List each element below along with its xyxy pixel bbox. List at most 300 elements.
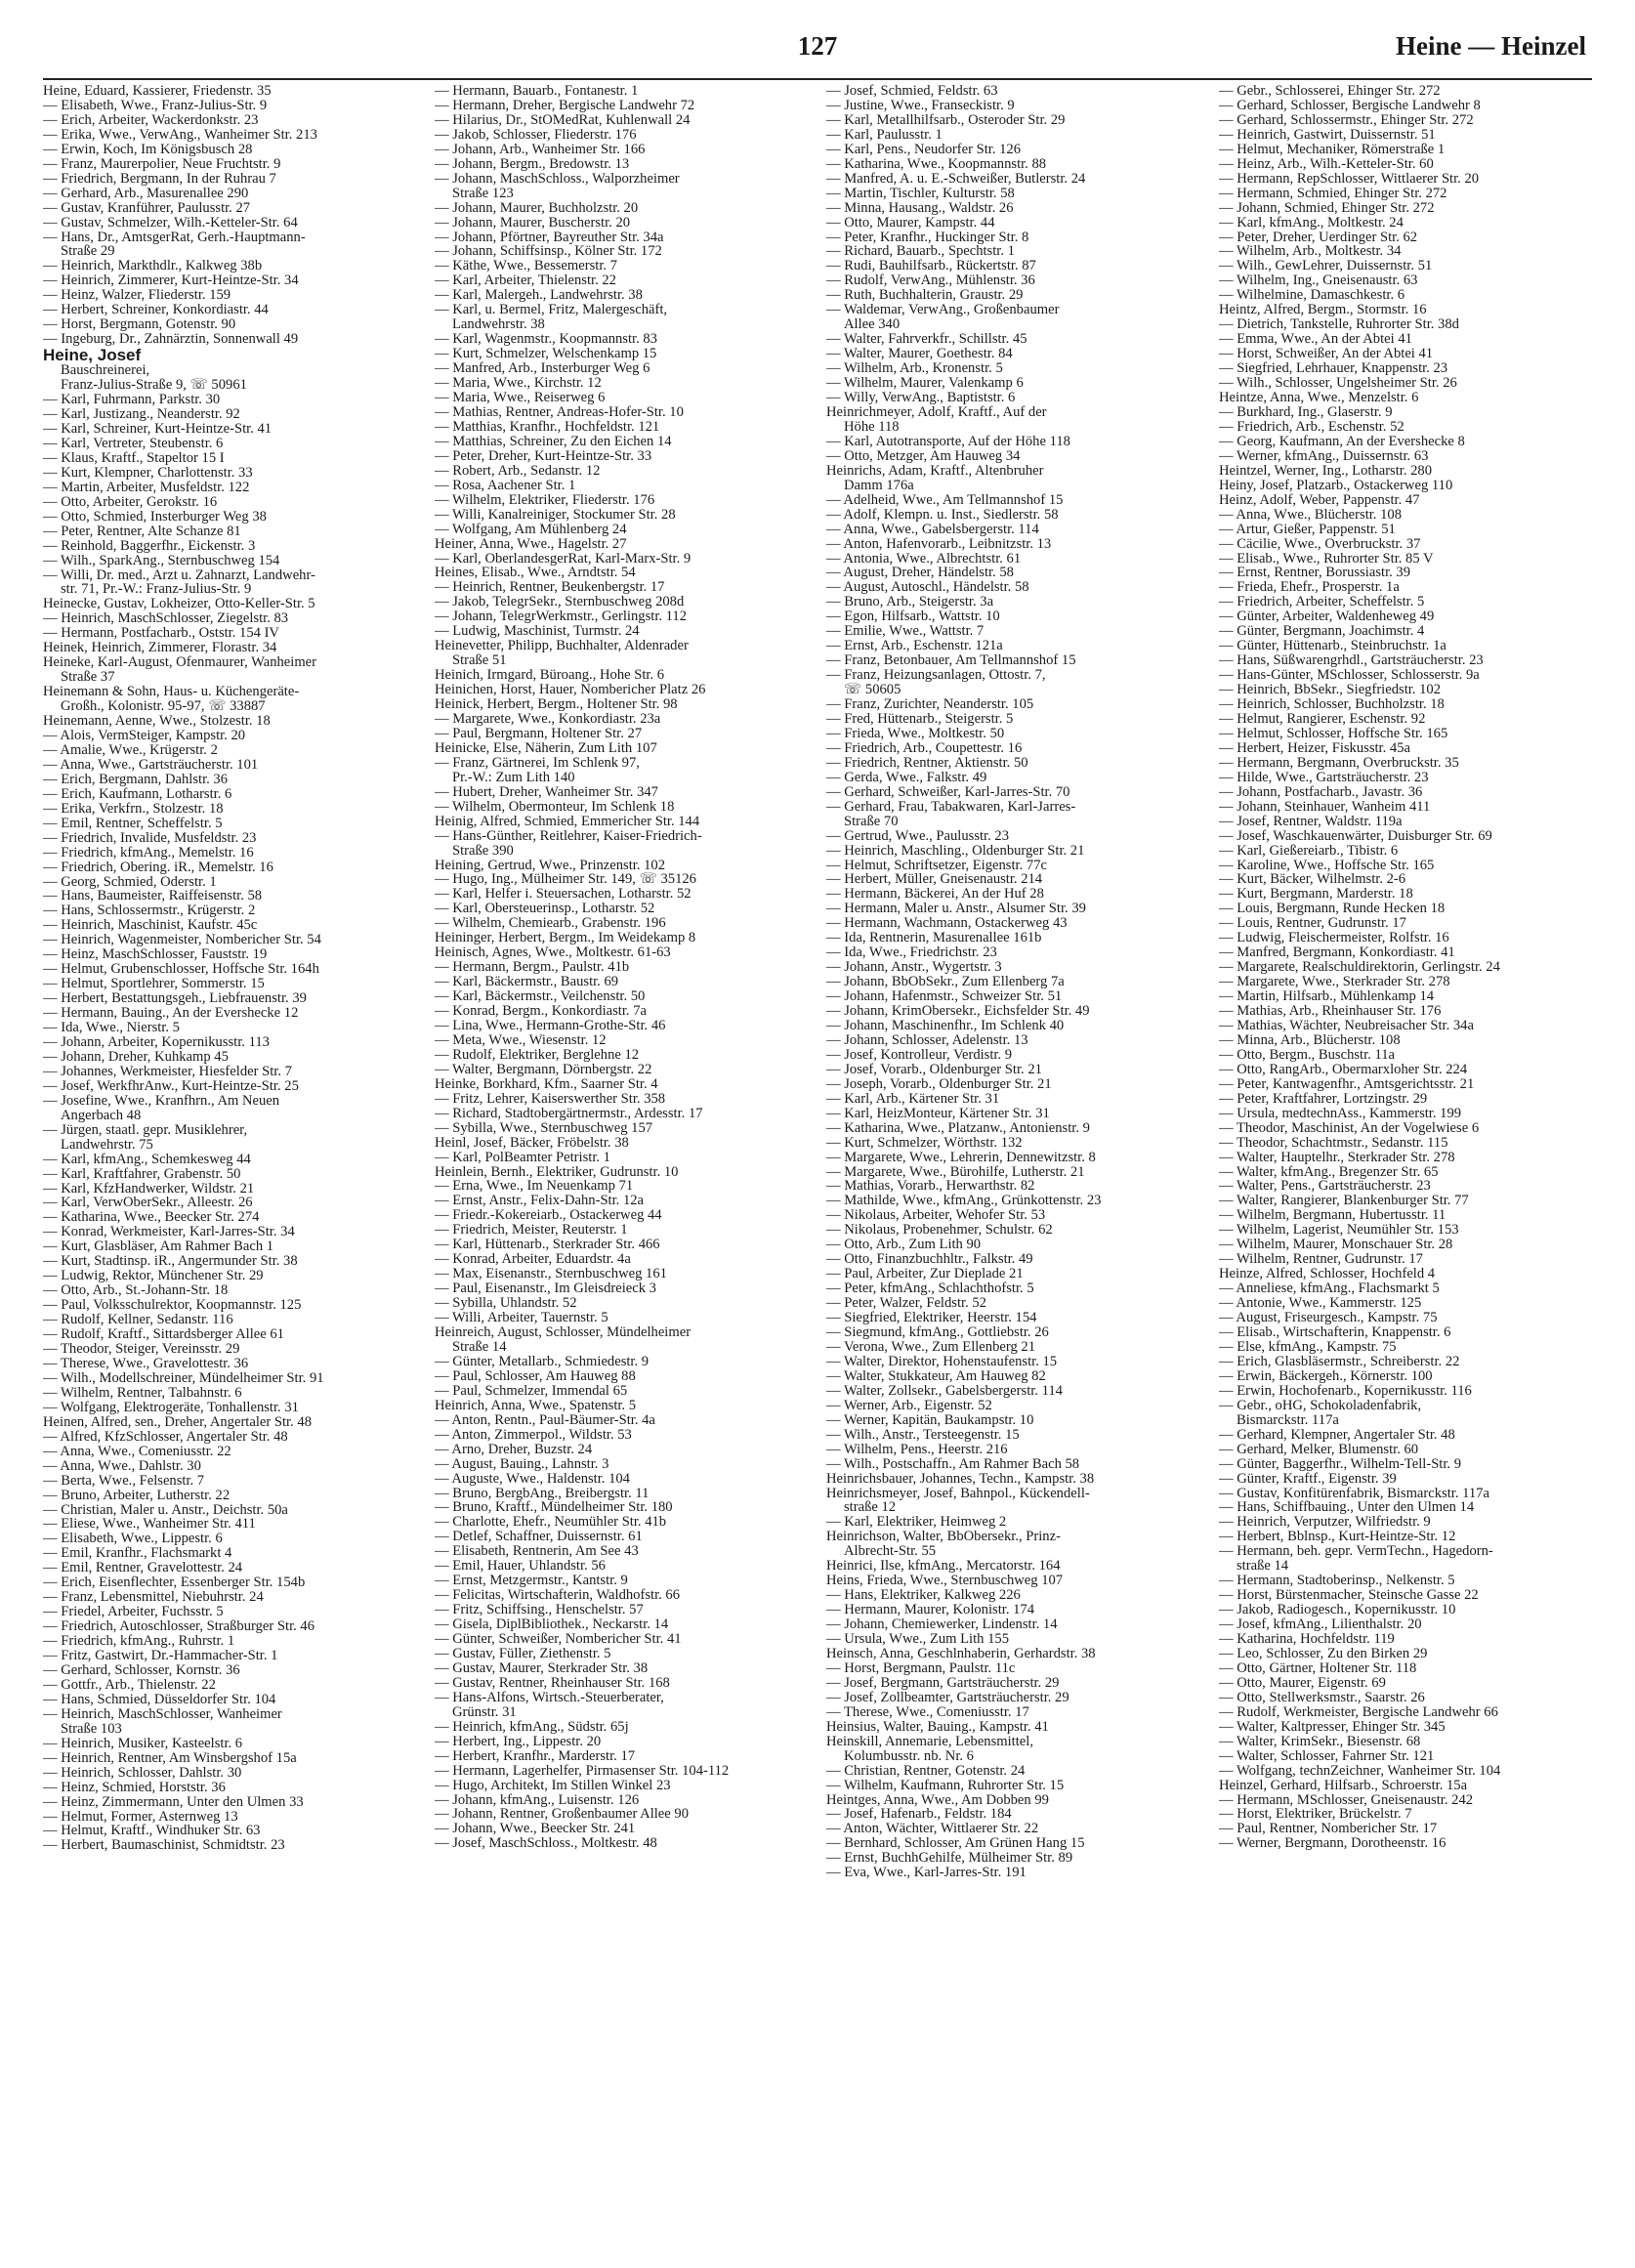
- directory-entry-line: — Minna, Arb., Blücherstr. 108: [1219, 1032, 1401, 1048]
- directory-entry-line: Heinreich, August, Schlosser, Mündelheimer: [435, 1325, 692, 1340]
- directory-entry-line: Heinick, Herbert, Bergm., Holtener Str. 98: [435, 697, 678, 712]
- directory-entry-line: — Johann, Anstr., Wygertstr. 3: [826, 960, 1002, 976]
- directory-entry-line: — Cäcilie, Wwe., Overbruckstr. 37: [1219, 536, 1421, 552]
- directory-entry-line: — Walter, Direktor, Hohenstaufenstr. 15: [826, 1354, 1058, 1369]
- directory-entry-line: — Karl, Metallhilfsarb., Osteroder Str. 29: [826, 112, 1066, 128]
- directory-entry-line: — Walter, Zollsekr., Gabelsbergerstr. 114: [826, 1383, 1063, 1399]
- directory-entry-line: — Horst, Elektriker, Brückelstr. 7: [1219, 1807, 1412, 1823]
- directory-entry-line: — Johann, Schiffsinsp., Kölner Str. 172: [435, 244, 662, 260]
- directory-entry-line: — Wilhelm, Pens., Heerstr. 216: [826, 1442, 1008, 1457]
- directory-entry-line: — Friedrich, Obering. iR., Memelstr. 16: [43, 860, 273, 875]
- directory-entry-line: — Hermann, Bergmann, Overbruckstr. 35: [1219, 755, 1459, 771]
- directory-entry-line: — Karl, Kraftfahrer, Grabenstr. 50: [43, 1166, 241, 1182]
- directory-entry-line: — Sybilla, Wwe., Sternbuschweg 157: [435, 1120, 653, 1136]
- directory-entry-line: — Ingeburg, Dr., Zahnärztin, Sonnenwall 49: [43, 332, 299, 348]
- directory-entry-line: — Artur, Gießer, Pappenstr. 51: [1219, 522, 1396, 537]
- directory-entry-line: Damm 176a: [844, 478, 914, 493]
- directory-entry-line: — Wilhelm, Rentner, Talbahnstr. 6: [43, 1385, 242, 1401]
- directory-entry-line: Heinrichson, Walter, BbObersekr., Prinz-: [826, 1530, 1061, 1545]
- directory-entry-line: — Burkhard, Ing., Glaserstr. 9: [1219, 404, 1393, 420]
- directory-entry-line: — Heinrich, Rentner, Beukenbergstr. 17: [435, 580, 665, 596]
- directory-entry-line: — Richard, Bauarb., Spechtstr. 1: [826, 244, 1015, 260]
- directory-entry-line: — Matthias, Schreiner, Zu den Eichen 14: [435, 434, 672, 449]
- directory-entry-line: — Hermann, Dreher, Bergische Landwehr 72: [435, 98, 695, 113]
- directory-entry-line: — Rudolf, Elektriker, Berglehne 12: [435, 1047, 640, 1063]
- directory-entry-line: — Rudolf, Kraftf., Sittardsberger Allee 61: [43, 1327, 284, 1343]
- directory-entry-line: — Johann, Steinhauer, Wanheim 411: [1219, 799, 1431, 815]
- column-4: [1219, 84, 1592, 2243]
- directory-entry-line: — Franz, Heizungsanlagen, Ottostr. 7,: [826, 668, 1046, 684]
- directory-entry-line: — Heinrich, Maschling., Oldenburger Str. 21: [826, 843, 1085, 859]
- directory-entry-line: — Ludwig, Fleischermeister, Rolfstr. 16: [1219, 931, 1449, 946]
- directory-entry-line: — Erich, Arbeiter, Wackerdonkstr. 23: [43, 112, 259, 128]
- directory-entry-line: — Peter, Kraftfahrer, Lortzingstr. 29: [1219, 1091, 1428, 1107]
- directory-entry-line: — Wilhelm, Chemiearb., Grabenstr. 196: [435, 916, 666, 932]
- directory-entry-line: Heinrichsmeyer, Josef, Bahnpol., Kückendell-: [826, 1486, 1090, 1501]
- directory-entry-line: — Sybilla, Uhlandstr. 52: [435, 1296, 577, 1312]
- directory-entry-line: — Wilhelm, Obermonteur, Im Schlenk 18: [435, 799, 675, 815]
- directory-entry-line: Heinen, Alfred, sen., Dreher, Angertaler Str. 48: [43, 1414, 312, 1430]
- directory-entry-line: — Siegfried, Elektriker, Heerstr. 154: [826, 1311, 1037, 1326]
- directory-entry-line: — Gerhard, Schlossermstr., Ehinger Str. 272: [1219, 112, 1474, 128]
- directory-entry-line: Straße 70: [844, 814, 899, 829]
- directory-entry-line: — Katharina, Wwe., Beecker Str. 274: [43, 1210, 260, 1226]
- directory-entry-line: — Adelheid, Wwe., Am Tellmannshof 15: [826, 492, 1064, 508]
- directory-entry-line: — Walter, Maurer, Goethestr. 84: [826, 347, 1013, 362]
- directory-entry-line: — Nikolaus, Arbeiter, Wehofer Str. 53: [826, 1208, 1046, 1224]
- directory-entry-line: — Herbert, Ing., Lippestr. 20: [435, 1734, 602, 1749]
- directory-entry-line: Bauschreinerei,: [61, 363, 150, 379]
- directory-entry-line: — Gerhard, Melker, Blumenstr. 60: [1219, 1442, 1419, 1457]
- directory-entry-line: — Josef, Kontrolleur, Verdistr. 9: [826, 1047, 1013, 1063]
- directory-entry-line: Heine, Josef: [43, 347, 142, 364]
- directory-entry-line: — Josef, Rentner, Waldstr. 119a: [1219, 814, 1403, 829]
- directory-entry-line: — Otto, Arb., Zum Lith 90: [826, 1238, 982, 1253]
- directory-entry-line: — Friedrich, Arb., Coupettestr. 16: [826, 740, 1023, 756]
- directory-entry-line: Heinemann, Aenne, Wwe., Stolzestr. 18: [43, 714, 271, 729]
- directory-entry-line: Heinskill, Annemarie, Lebensmittel,: [826, 1734, 1033, 1749]
- directory-entry-line: — Josef, kfmAng., Lilienthalstr. 20: [1219, 1617, 1422, 1633]
- directory-entry-line: — Johann, Arbeiter, Kopernikusstr. 113: [43, 1035, 270, 1050]
- directory-entry-line: — Käthe, Wwe., Bessemerstr. 7: [435, 259, 617, 274]
- directory-entry-line: — Franz, Betonbauer, Am Tellmannshof 15: [826, 653, 1076, 669]
- directory-entry-line: Heining, Gertrud, Wwe., Prinzenstr. 102: [435, 858, 666, 873]
- directory-entry-line: Angerbach 48: [61, 1108, 142, 1123]
- directory-entry-line: Heinrici, Ilse, kfmAng., Mercatorstr. 164: [826, 1559, 1061, 1575]
- directory-entry-line: — Heinrich, BbSekr., Siegfriedstr. 102: [1219, 683, 1441, 698]
- directory-entry-line: — Ursula, Wwe., Zum Lith 155: [826, 1632, 1009, 1647]
- directory-entry-line: — Peter, Walzer, Feldstr. 52: [826, 1296, 986, 1312]
- directory-entry-line: — Josef, Bergmann, Gartsträucherstr. 29: [826, 1675, 1060, 1691]
- directory-entry-line: — Bruno, BergbAng., Breibergstr. 11: [435, 1486, 650, 1501]
- directory-entry-line: — Anna, Wwe., Blücherstr. 108: [1219, 507, 1402, 523]
- directory-entry-line: Heinke, Borkhard, Kfm., Saarner Str. 4: [435, 1076, 658, 1092]
- directory-entry-line: — Jakob, Schlosser, Fliederstr. 176: [435, 127, 637, 143]
- directory-entry-line: — Margarete, Wwe., Sterkrader Str. 278: [1219, 975, 1450, 990]
- directory-entry-line: — Josef, Hafenarb., Feldstr. 184: [826, 1807, 1012, 1823]
- directory-entry-line: — Johann, Maschinenfhr., Im Schlenk 40: [826, 1019, 1065, 1033]
- directory-entry-line: — Meta, Wwe., Wiesenstr. 12: [435, 1032, 607, 1048]
- directory-entry-line: Heinicke, Else, Näherin, Zum Lith 107: [435, 740, 657, 756]
- directory-entry-line: — Anna, Wwe., Comeniusstr. 22: [43, 1444, 231, 1459]
- directory-entry-line: — Friedrich, Arb., Eschenstr. 52: [1219, 419, 1404, 435]
- directory-entry-line: — Wilhelm, Arb., Moltkestr. 34: [1219, 244, 1402, 260]
- directory-entry-line: Straße 123: [452, 186, 514, 201]
- directory-entry-line: Heine, Eduard, Kassierer, Friedenstr. 35: [43, 84, 272, 99]
- directory-entry-line: Straße 14: [452, 1339, 507, 1355]
- directory-entry-line: — Heinz, Arb., Wilh.-Ketteler-Str. 60: [1219, 156, 1434, 172]
- directory-entry-line: — Emil, Rentner, Scheffelstr. 5: [43, 816, 223, 831]
- directory-entry-line: — Josef, MaschSchloss., Moltkestr. 48: [435, 1836, 657, 1852]
- directory-entry-line: — Heinrich, MaschSchlosser, Wanheimer: [43, 1706, 282, 1722]
- directory-entry-line: Heinisch, Agnes, Wwe., Moltkestr. 61-63: [435, 945, 671, 961]
- directory-entry-line: — Karl, Elektriker, Heimweg 2: [826, 1515, 1007, 1531]
- directory-entry-line: — Gerda, Wwe., Falkstr. 49: [826, 770, 987, 785]
- directory-entry-line: Franz-Julius-Straße 9, ☏ 50961: [61, 378, 247, 394]
- directory-entry-line: — Wilhelm, Lagerist, Neumühler Str. 153: [1219, 1223, 1459, 1239]
- directory-entry-line: — Justine, Wwe., Franseckistr. 9: [826, 98, 1015, 113]
- directory-entry-line: — Karl, u. Bermel, Fritz, Malergeschäft,: [435, 303, 668, 318]
- directory-entry-line: — Paul, Eisenanstr., Im Gleisdreieck 3: [435, 1281, 656, 1297]
- directory-entry-line: str. 71, Pr.-W.: Franz-Julius-Str. 9: [61, 582, 252, 598]
- directory-entry-line: — Hermann, Postfacharb., Oststr. 154 IV: [43, 626, 279, 642]
- directory-entry-line: — Otto, Finanzbuchhltr., Falkstr. 49: [826, 1252, 1033, 1268]
- directory-entry-line: Heinig, Alfred, Schmied, Emmericher Str. 144: [435, 814, 700, 829]
- directory-entry-line: — Hans, Dr., AmtsgerRat, Gerh.-Hauptmann-: [43, 230, 306, 245]
- directory-entry-line: — Johann, Bergm., Bredowstr. 13: [435, 156, 630, 172]
- directory-entry-line: — Günter, Hüttenarb., Steinbruchstr. 1a: [1219, 639, 1446, 654]
- directory-entry-line: Straße 29: [61, 244, 115, 260]
- directory-entry-line: — Hans, Baumeister, Raiffeisenstr. 58: [43, 889, 263, 904]
- directory-entry-line: — Walter, Bergmann, Dörnbergstr. 22: [435, 1062, 652, 1077]
- directory-entry-line: — Elisab., Wwe., Ruhrorter Str. 85 V: [1219, 551, 1434, 567]
- directory-entry-line: — Karl, OberlandesgerRat, Karl-Marx-Str. 9: [435, 551, 692, 567]
- directory-entry-line: — Wilhelm, Elektriker, Fliederstr. 176: [435, 492, 655, 508]
- directory-entry-line: — Karl, PolBeamter Petristr. 1: [435, 1150, 610, 1165]
- directory-entry-line: — Paul, Rentner, Nombericher Str. 17: [1219, 1822, 1438, 1837]
- directory-entry-line: — Eva, Wwe., Karl-Jarres-Str. 191: [826, 1866, 1027, 1881]
- directory-entry-line: — Hans, Schmied, Düsseldorfer Str. 104: [43, 1692, 276, 1707]
- directory-entry-line: Heinevetter, Philipp, Buchhalter, Aldenrader: [435, 639, 689, 654]
- directory-entry-line: Straße 390: [452, 843, 514, 859]
- directory-entry-line: — Elisab., Wirtschafterin, Knappenstr. 6: [1219, 1325, 1451, 1340]
- directory-entry-line: — Emil, Kranfhr., Flachsmarkt 4: [43, 1546, 232, 1562]
- directory-entry-line: Heinsius, Walter, Bauing., Kampstr. 41: [826, 1719, 1049, 1735]
- directory-entry-line: Heines, Elisab., Wwe., Arndtstr. 54: [435, 566, 636, 581]
- directory-entry-line: Heins, Frieda, Wwe., Sternbuschweg 107: [826, 1574, 1064, 1589]
- directory-entry-line: — Wilhelmine, Damaschkestr. 6: [1219, 288, 1405, 304]
- directory-entry-line: — Wilhelm, Arb., Kronenstr. 5: [826, 361, 1003, 377]
- directory-entry-line: Heinichen, Horst, Hauer, Nombericher Platz 26: [435, 683, 706, 698]
- directory-entry-line: — Otto, Arb., St.-Johann-Str. 18: [43, 1283, 229, 1299]
- directory-entry-line: — Wilh., Schlosser, Ungelsheimer Str. 26: [1219, 376, 1457, 392]
- directory-entry-line: Albrecht-Str. 55: [844, 1544, 937, 1560]
- directory-entry-line: — Erika, Verkfrn., Stolzestr. 18: [43, 801, 224, 817]
- directory-entry-line: — Heinrich, Maschinist, Kaufstr. 45c: [43, 918, 258, 934]
- directory-entry-line: — Wilh., Modellschreiner, Mündelheimer Str. 91: [43, 1370, 324, 1386]
- directory-entry-line: — Karl, Vertreter, Steubenstr. 6: [43, 436, 224, 451]
- directory-entry-line: — Walter, Pens., Gartsträucherstr. 23: [1219, 1179, 1431, 1195]
- directory-entry-line: — Johann, Chemiewerker, Lindenstr. 14: [826, 1617, 1058, 1633]
- directory-entry-line: — Frieda, Ehefr., Prosperstr. 1a: [1219, 580, 1400, 596]
- directory-entry-line: — Wolfgang, technZeichner, Wanheimer Str. 104: [1219, 1763, 1501, 1779]
- directory-entry-line: — Verona, Wwe., Zum Ellenberg 21: [826, 1339, 1035, 1355]
- directory-entry-line: — Günter, Baggerfhr., Wilhelm-Tell-Str. 9: [1219, 1456, 1462, 1472]
- directory-entry-line: — Kurt, Schmelzer, Welschenkamp 15: [435, 347, 657, 362]
- directory-entry-line: Heinz, Adolf, Weber, Pappenstr. 47: [1219, 492, 1420, 508]
- directory-entry-line: — Hans, Schiffbauing., Unter den Ulmen 14: [1219, 1500, 1475, 1516]
- directory-entry-line: — Wilh., SparkAng., Sternbuschweg 154: [43, 553, 280, 568]
- directory-entry-line: — Otto, Arbeiter, Gerokstr. 16: [43, 494, 218, 510]
- directory-entry-line: — Walter, Kaltpresser, Ehinger Str. 345: [1219, 1719, 1446, 1735]
- directory-entry-line: — Nikolaus, Probenehmer, Schulstr. 62: [826, 1223, 1053, 1239]
- directory-entry-line: Straße 103: [61, 1721, 122, 1737]
- directory-entry-line: Bismarckstr. 117a: [1237, 1412, 1339, 1428]
- directory-entry-line: — Hermann, Bauarb., Fontanestr. 1: [435, 84, 639, 99]
- directory-entry-line: — Maria, Wwe., Reiserweg 6: [435, 391, 606, 405]
- directory-entry-line: — Hugo, Architekt, Im Stillen Winkel 23: [435, 1778, 671, 1793]
- directory-entry-line: — Karl, Pens., Neudorfer Str. 126: [826, 142, 1022, 157]
- directory-entry-line: Heiner, Anna, Wwe., Hagelstr. 27: [435, 536, 627, 552]
- directory-entry-line: — Helmut, Mechaniker, Römerstraße 1: [1219, 142, 1446, 157]
- directory-entry-line: — Kurt, Klempner, Charlottenstr. 33: [43, 465, 253, 481]
- directory-entry-line: — Georg, Schmied, Oderstr. 1: [43, 874, 217, 890]
- directory-entry-line: — Detlef, Schaffner, Duissernstr. 61: [435, 1530, 643, 1545]
- directory-entry-line: — Jürgen, staatl. gepr. Musiklehrer,: [43, 1122, 248, 1138]
- directory-entry-line: — Willi, Dr. med., Arzt u. Zahnarzt, Landwehr-: [43, 567, 315, 583]
- directory-entry-line: — Horst, Bergmann, Gotenstr. 90: [43, 317, 236, 333]
- directory-entry-line: — Wilhelm, Rentner, Gudrunstr. 17: [1219, 1252, 1423, 1268]
- directory-entry-line: — Manfred, Bergmann, Konkordiastr. 41: [1219, 945, 1455, 961]
- directory-entry-line: — Walter, Stukkateur, Am Hauweg 82: [826, 1368, 1046, 1384]
- directory-entry-line: — Bernhard, Schlosser, Am Grünen Hang 15: [826, 1836, 1085, 1852]
- directory-entry-line: — Eliese, Wwe., Wanheimer Str. 411: [43, 1517, 256, 1533]
- directory-entry-line: — Egon, Hilfsarb., Wattstr. 10: [826, 609, 1000, 625]
- directory-entry-line: Heinecke, Gustav, Lokheizer, Otto-Keller-Str. 5: [43, 597, 315, 612]
- directory-entry-line: — Peter, Kantwagenfhr., Amtsgerichtsstr. 21: [1219, 1076, 1475, 1092]
- directory-entry-line: — Elisabeth, Rentnerin, Am See 43: [435, 1544, 639, 1560]
- directory-entry-line: — Hermann, Bergm., Paulstr. 41b: [435, 960, 630, 976]
- directory-entry-line: — Johann, Maurer, Buscherstr. 20: [435, 215, 631, 231]
- directory-entry-line: — Manfred, Arb., Insterburger Weg 6: [435, 361, 650, 377]
- directory-entry-line: — Hans, Schlossermstr., Krügerstr. 2: [43, 903, 256, 919]
- directory-entry-line: — Dietrich, Tankstelle, Ruhrorter Str. 38d: [1219, 317, 1459, 333]
- directory-entry-line: — Paul, Schlosser, Am Hauweg 88: [435, 1368, 636, 1384]
- page-header: [0, 27, 1635, 66]
- directory-entry-line: — Friedrich, Rentner, Aktienstr. 50: [826, 755, 1028, 771]
- directory-entry-line: — Karl, Justizang., Neanderstr. 92: [43, 407, 240, 422]
- directory-entry-line: — Bruno, Arb., Steigerstr. 3a: [826, 595, 994, 610]
- directory-entry-line: — Johann, Hafenmstr., Schweizer Str. 51: [826, 989, 1063, 1005]
- directory-entry-line: — Herbert, Bblnsp., Kurt-Heintze-Str. 12: [1219, 1530, 1456, 1545]
- directory-entry-line: — Anna, Wwe., Gabelsbergerstr. 114: [826, 522, 1039, 537]
- directory-entry-line: — Siegmund, kfmAng., Gottliebstr. 26: [826, 1325, 1049, 1340]
- directory-entry-line: — Theodor, Schachtmstr., Sedanstr. 115: [1219, 1135, 1448, 1151]
- directory-entry-line: Kolumbusstr. nb. Nr. 6: [844, 1748, 974, 1764]
- directory-entry-line: — Mathias, Arb., Rheinhauser Str. 176: [1219, 1004, 1442, 1019]
- directory-entry-line: — Joseph, Vorarb., Oldenburger Str. 21: [826, 1076, 1052, 1092]
- directory-entry-line: — Karl, Gießereiarb., Tibistr. 6: [1219, 843, 1399, 859]
- directory-entry-line: — Friedrich, Autoschlosser, Straßburger Str. 46: [43, 1619, 315, 1635]
- directory-entry-line: — Friedrich, kfmAng., Memelstr. 16: [43, 845, 254, 861]
- directory-entry-line: — Mathilde, Wwe., kfmAng., Grünkottenstr. 23: [826, 1194, 1102, 1209]
- directory-entry-line: — Willy, VerwAng., Baptiststr. 6: [826, 391, 1016, 405]
- directory-entry-line: — Max, Eisenanstr., Sternbuschweg 161: [435, 1267, 667, 1282]
- directory-entry-line: — Fritz, Lehrer, Kaiserswerther Str. 358: [435, 1091, 666, 1107]
- directory-entry-line: — Gerhard, Schweißer, Karl-Jarres-Str. 70: [826, 784, 1070, 800]
- directory-entry-line: — Karl, KfzHandwerker, Wildstr. 21: [43, 1181, 255, 1197]
- directory-entry-line: Heinek, Heinrich, Zimmerer, Florastr. 34: [43, 641, 277, 656]
- directory-entry-line: — Heinrich, Markthdlr., Kalkweg 38b: [43, 259, 263, 274]
- directory-entry-line: — Horst, Schweißer, An der Abtei 41: [1219, 347, 1434, 362]
- directory-entry-line: — Josef, Schmied, Feldstr. 63: [826, 84, 998, 99]
- directory-entry-line: — Alois, VermSteiger, Kampstr. 20: [43, 728, 246, 743]
- directory-entry-line: — Günter, Arbeiter, Waldenheweg 49: [1219, 609, 1435, 625]
- directory-entry-line: — Franz, Maurerpolier, Neue Fruchtstr. 9: [43, 156, 281, 172]
- directory-entry-line: — Anton, Rentn., Paul-Bäumer-Str. 4a: [435, 1412, 655, 1428]
- directory-entry-line: — Helmut, Rangierer, Eschenstr. 92: [1219, 711, 1426, 727]
- directory-entry-line: — Karl, Schreiner, Kurt-Heintze-Str. 41: [43, 421, 272, 437]
- directory-entry-line: — Hubert, Dreher, Wanheimer Str. 347: [435, 784, 658, 800]
- directory-entry-line: — Johann, TelegrWerkmstr., Gerlingstr. 112: [435, 609, 688, 625]
- directory-entry-line: — Johann, Postfacharb., Javastr. 36: [1219, 784, 1423, 800]
- directory-entry-line: — Elisabeth, Wwe., Franz-Julius-Str. 9: [43, 98, 268, 113]
- directory-entry-line: — Fritz, Gastwirt, Dr.-Hammacher-Str. 1: [43, 1649, 278, 1663]
- directory-entry-line: — Katharina, Wwe., Koopmannstr. 88: [826, 156, 1047, 172]
- directory-entry-line: — Jakob, Radiogesch., Kopernikusstr. 10: [1219, 1603, 1456, 1618]
- directory-entry-line: — Friedrich, Invalide, Musfeldstr. 23: [43, 830, 257, 846]
- directory-entry-line: — Karl, Obersteuerinsp., Lotharstr. 52: [435, 902, 655, 917]
- directory-entry-line: Heineke, Karl-August, Ofenmaurer, Wanheimer: [43, 655, 317, 671]
- directory-entry-line: — Hermann, Maurer, Kolonistr. 174: [826, 1603, 1035, 1618]
- directory-entry-line: — Hermann, MSchlosser, Gneisenaustr. 242: [1219, 1792, 1474, 1808]
- directory-entry-line: — Ernst, Anstr., Felix-Dahn-Str. 12a: [435, 1194, 645, 1209]
- directory-entry-line: — Erna, Wwe., Im Neuenkamp 71: [435, 1179, 634, 1195]
- directory-entry-line: — Josef, Zollbeamter, Gartsträucherstr. 29: [826, 1690, 1069, 1705]
- directory-entry-line: — Christian, Maler u. Anstr., Deichstr. 50a: [43, 1502, 288, 1518]
- directory-entry-line: — Heinz, MaschSchlosser, Fauststr. 19: [43, 947, 268, 963]
- directory-entry-line: — Johann, Pförtner, Bayreuther Str. 34a: [435, 230, 664, 245]
- directory-entry-line: — Erich, Kaufmann, Lotharstr. 6: [43, 786, 232, 802]
- directory-entry-line: — Johann, MaschSchloss., Walporzheimer: [435, 171, 680, 187]
- directory-entry-line: — Antonia, Wwe., Albrechtstr. 61: [826, 551, 1022, 567]
- directory-entry-line: — Hermann, Bauing., An der Evershecke 12: [43, 1006, 299, 1022]
- directory-entry-line: — Heinrich, Musiker, Kasteelstr. 6: [43, 1736, 243, 1751]
- directory-entry-line: — Gustav, Konfitürenfabrik, Bismarckstr. 117a: [1219, 1486, 1489, 1501]
- directory-entry-line: — Rudolf, Kellner, Sedanstr. 116: [43, 1313, 233, 1328]
- directory-entry-line: Heinlein, Bernh., Elektriker, Gudrunstr. 10: [435, 1164, 679, 1180]
- directory-entry-line: — Franz, Lebensmittel, Niebuhrstr. 24: [43, 1590, 264, 1606]
- directory-entry-line: — Werner, Arb., Eigenstr. 52: [826, 1398, 992, 1413]
- directory-entry-line: Pr.-W.: Zum Lith 140: [452, 770, 575, 785]
- directory-entry-line: Straße 51: [452, 653, 507, 669]
- directory-entry-line: — Jakob, TelegrSekr., Sternbuschweg 208d: [435, 595, 685, 610]
- directory-entry-line: — Hermann, RepSchlosser, Wittlaerer Str. 20: [1219, 171, 1480, 187]
- directory-entry-line: — Martin, Hilfsarb., Mühlenkamp 14: [1219, 989, 1435, 1005]
- directory-entry-line: — Wilhelm, Maurer, Monschauer Str. 28: [1219, 1238, 1453, 1253]
- directory-entry-line: — Rudolf, VerwAng., Mühlenstr. 36: [826, 273, 1035, 289]
- directory-entry-line: — Erich, Eisenflechter, Essenberger Str. 154b: [43, 1575, 306, 1591]
- directory-entry-line: — Hermann, beh. gepr. VermTechn., Hagedorn-: [1219, 1544, 1493, 1560]
- directory-entry-line: — Hermann, Stadtoberinsp., Nelkenstr. 5: [1219, 1574, 1455, 1589]
- directory-entry-line: — Helmut, Grubenschlosser, Hoffsche Str. 164h: [43, 962, 319, 978]
- directory-entry-line: — Ruth, Buchhalterin, Graustr. 29: [826, 288, 1024, 304]
- directory-entry-line: — Peter, Rentner, Alte Schanze 81: [43, 524, 241, 539]
- directory-entry-line: — Martin, Arbeiter, Musfeldstr. 122: [43, 480, 250, 495]
- column-1: [43, 84, 416, 2243]
- directory-entry-line: — Wolfgang, Am Mühlenberg 24: [435, 522, 627, 537]
- directory-entry-line: — Fred, Hüttenarb., Steigerstr. 5: [826, 711, 1014, 727]
- directory-entry-line: — Arno, Dreher, Buzstr. 24: [435, 1442, 593, 1457]
- directory-entry-line: — Karl, Malergeh., Landwehrstr. 38: [435, 288, 643, 304]
- directory-entry-line: — Helmut, Former, Asternweg 13: [43, 1809, 238, 1825]
- directory-entry-line: Großh., Kolonistr. 95-97, ☏ 33887: [61, 699, 266, 715]
- directory-entry-line: — Peter, Dreher, Kurt-Heintze-Str. 33: [435, 448, 652, 464]
- directory-entry-line: — Hans-Günter, MSchlosser, Schlosserstr. 9a: [1219, 668, 1480, 684]
- directory-entry-line: — Gerhard, Arb., Masurenallee 290: [43, 186, 249, 201]
- directory-entry-line: — Karl, Paulusstr. 1: [826, 127, 943, 143]
- directory-entry-line: — Karl, HeizMonteur, Kärtener Str. 31: [826, 1106, 1050, 1121]
- directory-entry-line: — Johann, Maurer, Buchholzstr. 20: [435, 200, 639, 216]
- directory-entry-line: Heinze, Alfred, Schlosser, Hochfeld 4: [1219, 1267, 1436, 1282]
- directory-entry-line: — Elisabeth, Wwe., Lippestr. 6: [43, 1532, 223, 1547]
- directory-entry-line: — Karl, Arb., Kärtener Str. 31: [826, 1091, 1000, 1107]
- directory-entry-line: — Erika, Wwe., VerwAng., Wanheimer Str. 213: [43, 127, 317, 143]
- directory-entry-line: — Friedel, Arbeiter, Fuchsstr. 5: [43, 1605, 224, 1620]
- directory-entry-line: — Johann, kfmAng., Luisenstr. 126: [435, 1792, 640, 1808]
- directory-entry-line: — Gerhard, Schlosser, Bergische Landwehr 8: [1219, 98, 1481, 113]
- directory-entry-line: — Gustav, Kranführer, Paulusstr. 27: [43, 200, 251, 216]
- directory-entry-line: — Erwin, Hochofenarb., Kopernikusstr. 116: [1219, 1383, 1472, 1399]
- directory-entry-line: — Walter, Fahrverkfr., Schillstr. 45: [826, 332, 1027, 348]
- directory-entry-line: — Peter, Dreher, Uerdinger Str. 62: [1219, 230, 1418, 245]
- directory-entry-line: — Berta, Wwe., Felsenstr. 7: [43, 1473, 205, 1489]
- directory-entry-line: — Mathias, Vorarb., Herwarthstr. 82: [826, 1179, 1035, 1195]
- directory-entry-line: — Anton, Zimmerpol., Wildstr. 53: [435, 1427, 632, 1443]
- directory-entry-line: — Hans, Elektriker, Kalkweg 226: [826, 1588, 1021, 1604]
- directory-entry-line: — Kurt, Stadtinsp. iR., Angermunder Str. 38: [43, 1254, 298, 1270]
- directory-entry-line: straße 12: [844, 1500, 897, 1516]
- directory-entry-line: — Johann, KrimObersekr., Eichsfelder Str. 49: [826, 1004, 1090, 1019]
- directory-entry-line: — Ursula, medtechnAss., Kammerstr. 199: [1219, 1106, 1462, 1121]
- directory-entry-line: — Theodor, Steiger, Vereinsstr. 29: [43, 1342, 240, 1357]
- directory-entry-line: Heintz, Alfred, Bergm., Stormstr. 16: [1219, 303, 1427, 318]
- directory-entry-line: — Herbert, Schreiner, Konkordiastr. 44: [43, 303, 269, 318]
- directory-entry-line: — Anton, Wächter, Wittlaerer Str. 22: [826, 1822, 1039, 1837]
- directory-entry-line: — Katharina, Hochfeldstr. 119: [1219, 1632, 1395, 1647]
- directory-entry-line: — Helmut, Sportlehrer, Sommerstr. 15: [43, 977, 265, 992]
- directory-entry-line: — Herbert, Müller, Gneisenaustr. 214: [826, 872, 1043, 888]
- directory-entry-line: — Günter, Bergmann, Joachimstr. 4: [1219, 624, 1425, 640]
- directory-entry-line: — Werner, Kapitän, Baukampstr. 10: [826, 1412, 1034, 1428]
- directory-entry-line: — Johann, Rentner, Großenbaumer Allee 90: [435, 1807, 690, 1823]
- directory-entry-line: — Wilhelm, Maurer, Valenkamp 6: [826, 376, 1024, 392]
- directory-entry-line: — Adolf, Klempn. u. Inst., Siedlerstr. 58: [826, 507, 1059, 523]
- directory-entry-line: — Paul, Arbeiter, Zur Dieplade 21: [826, 1267, 1024, 1282]
- directory-entry-line: — Gerhard, Klempner, Angertaler Str. 48: [1219, 1427, 1455, 1443]
- directory-entry-line: Heiny, Josef, Platzarb., Ostackerweg 110: [1219, 478, 1453, 493]
- directory-entry-line: — Paul, Schmelzer, Immendal 65: [435, 1383, 628, 1399]
- directory-entry-line: — Hilde, Wwe., Gartsträucherstr. 23: [1219, 770, 1429, 785]
- directory-entry-line: — Margarete, Realschuldirektorin, Gerlingstr. 24: [1219, 960, 1500, 976]
- directory-entry-line: — Georg, Kaufmann, An der Evershecke 8: [1219, 434, 1465, 449]
- directory-entry-line: — Willi, Kanalreiniger, Stockumer Str. 28: [435, 507, 676, 523]
- directory-entry-line: — Horst, Bergmann, Paulstr. 11c: [826, 1660, 1016, 1676]
- directory-entry-line: — Otto, Metzger, Am Hauweg 34: [826, 448, 1021, 464]
- directory-entry-line: — Karl, Hüttenarb., Sterkrader Str. 466: [435, 1238, 660, 1253]
- directory-entry-line: — Ernst, Rentner, Borussiastr. 39: [1219, 566, 1411, 581]
- directory-entry-line: — Karl, Wagenmstr., Koopmannstr. 83: [435, 332, 657, 348]
